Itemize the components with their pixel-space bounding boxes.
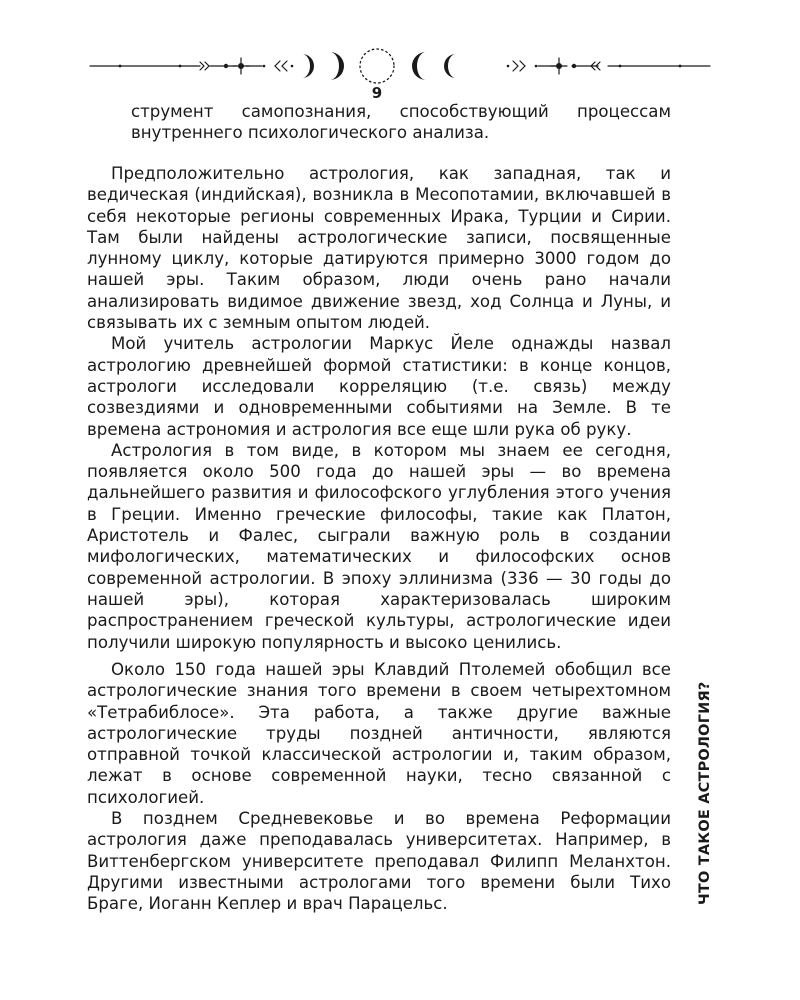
- ornament-divider-icon: [0, 30, 800, 100]
- side-chapter-title: ЧТО ТАКОЕ АСТРОЛОГИЯ?: [697, 681, 713, 905]
- paragraph: Предположительно астрология, как западная, так и ведическая (индийская), возникла в Месопотамии, включавшей в себя некоторые регионы современных Ирака, Турции и Сирии. Там были найдены астрологические записи, посвященные лунному циклу, которые датируются примерно 3000 годом до нашей эры. Таким образом, люди очень рано начали анализировать видимое движение звезд, ход Солнца и Луны, и связывать их с земным опытом людей.: [87, 164, 671, 333]
- paragraph: Около 150 года нашей эры Клавдий Птолемей обобщил все астрологические знания того времени в своем четырехтомном «Тетрабиблосе». Эта работа, а также другие важные астрологические труды поздней античности, являются отправной точкой классической астрологии и, таким образом, лежат в основе современной науки, тесно связанной с психологией.: [87, 660, 671, 807]
- text-block-top: [87, 101, 671, 144]
- text-block-bottom: [87, 659, 671, 915]
- page-number: 9: [371, 84, 383, 102]
- page-header: [0, 30, 800, 100]
- paragraph: Астрология в том виде, в котором мы знаем ее сегодня, появляется около 500 года до нашей эры — во времена дальнейшего развития и философского углубления этого учения в Греции. Именно греческие философы, такие как Платон, Аристотель и Фалес, сыграли важную роль в создании мифологических, математических и философских основ современной астрологии. В эпоху эллинизма (336 — 30 годы до нашей эры), которая характеризовалась широким распространением греческой культуры, астрологические идеи получили широкую популярность и высоко ценились.: [87, 440, 671, 652]
- paragraph: Мой учитель астрологии Маркус Йеле однажды назвал астрологию древнейшей формой статистики: в конце концов, астрологи исследовали корреляцию (т.е. связь) между созвездиями и одновременными событиями на Земле. В те времена астрономия и астрология все еще шли рука об руку.: [87, 334, 671, 439]
- text-block-middle: [87, 163, 671, 653]
- paragraph: В позднем Средневековье и во времена Реформации астрология даже преподавалась университетах. Например, в Виттенбергском университете преподавал Филипп Меланхтон. Другими известными астрологами того времени были Тихо Браге, Иоганн Кеплер и врач Парацельс.: [87, 809, 671, 914]
- paragraph: струмент самопознания, способствующий процессам внутреннего психологического анализа.: [131, 102, 671, 143]
